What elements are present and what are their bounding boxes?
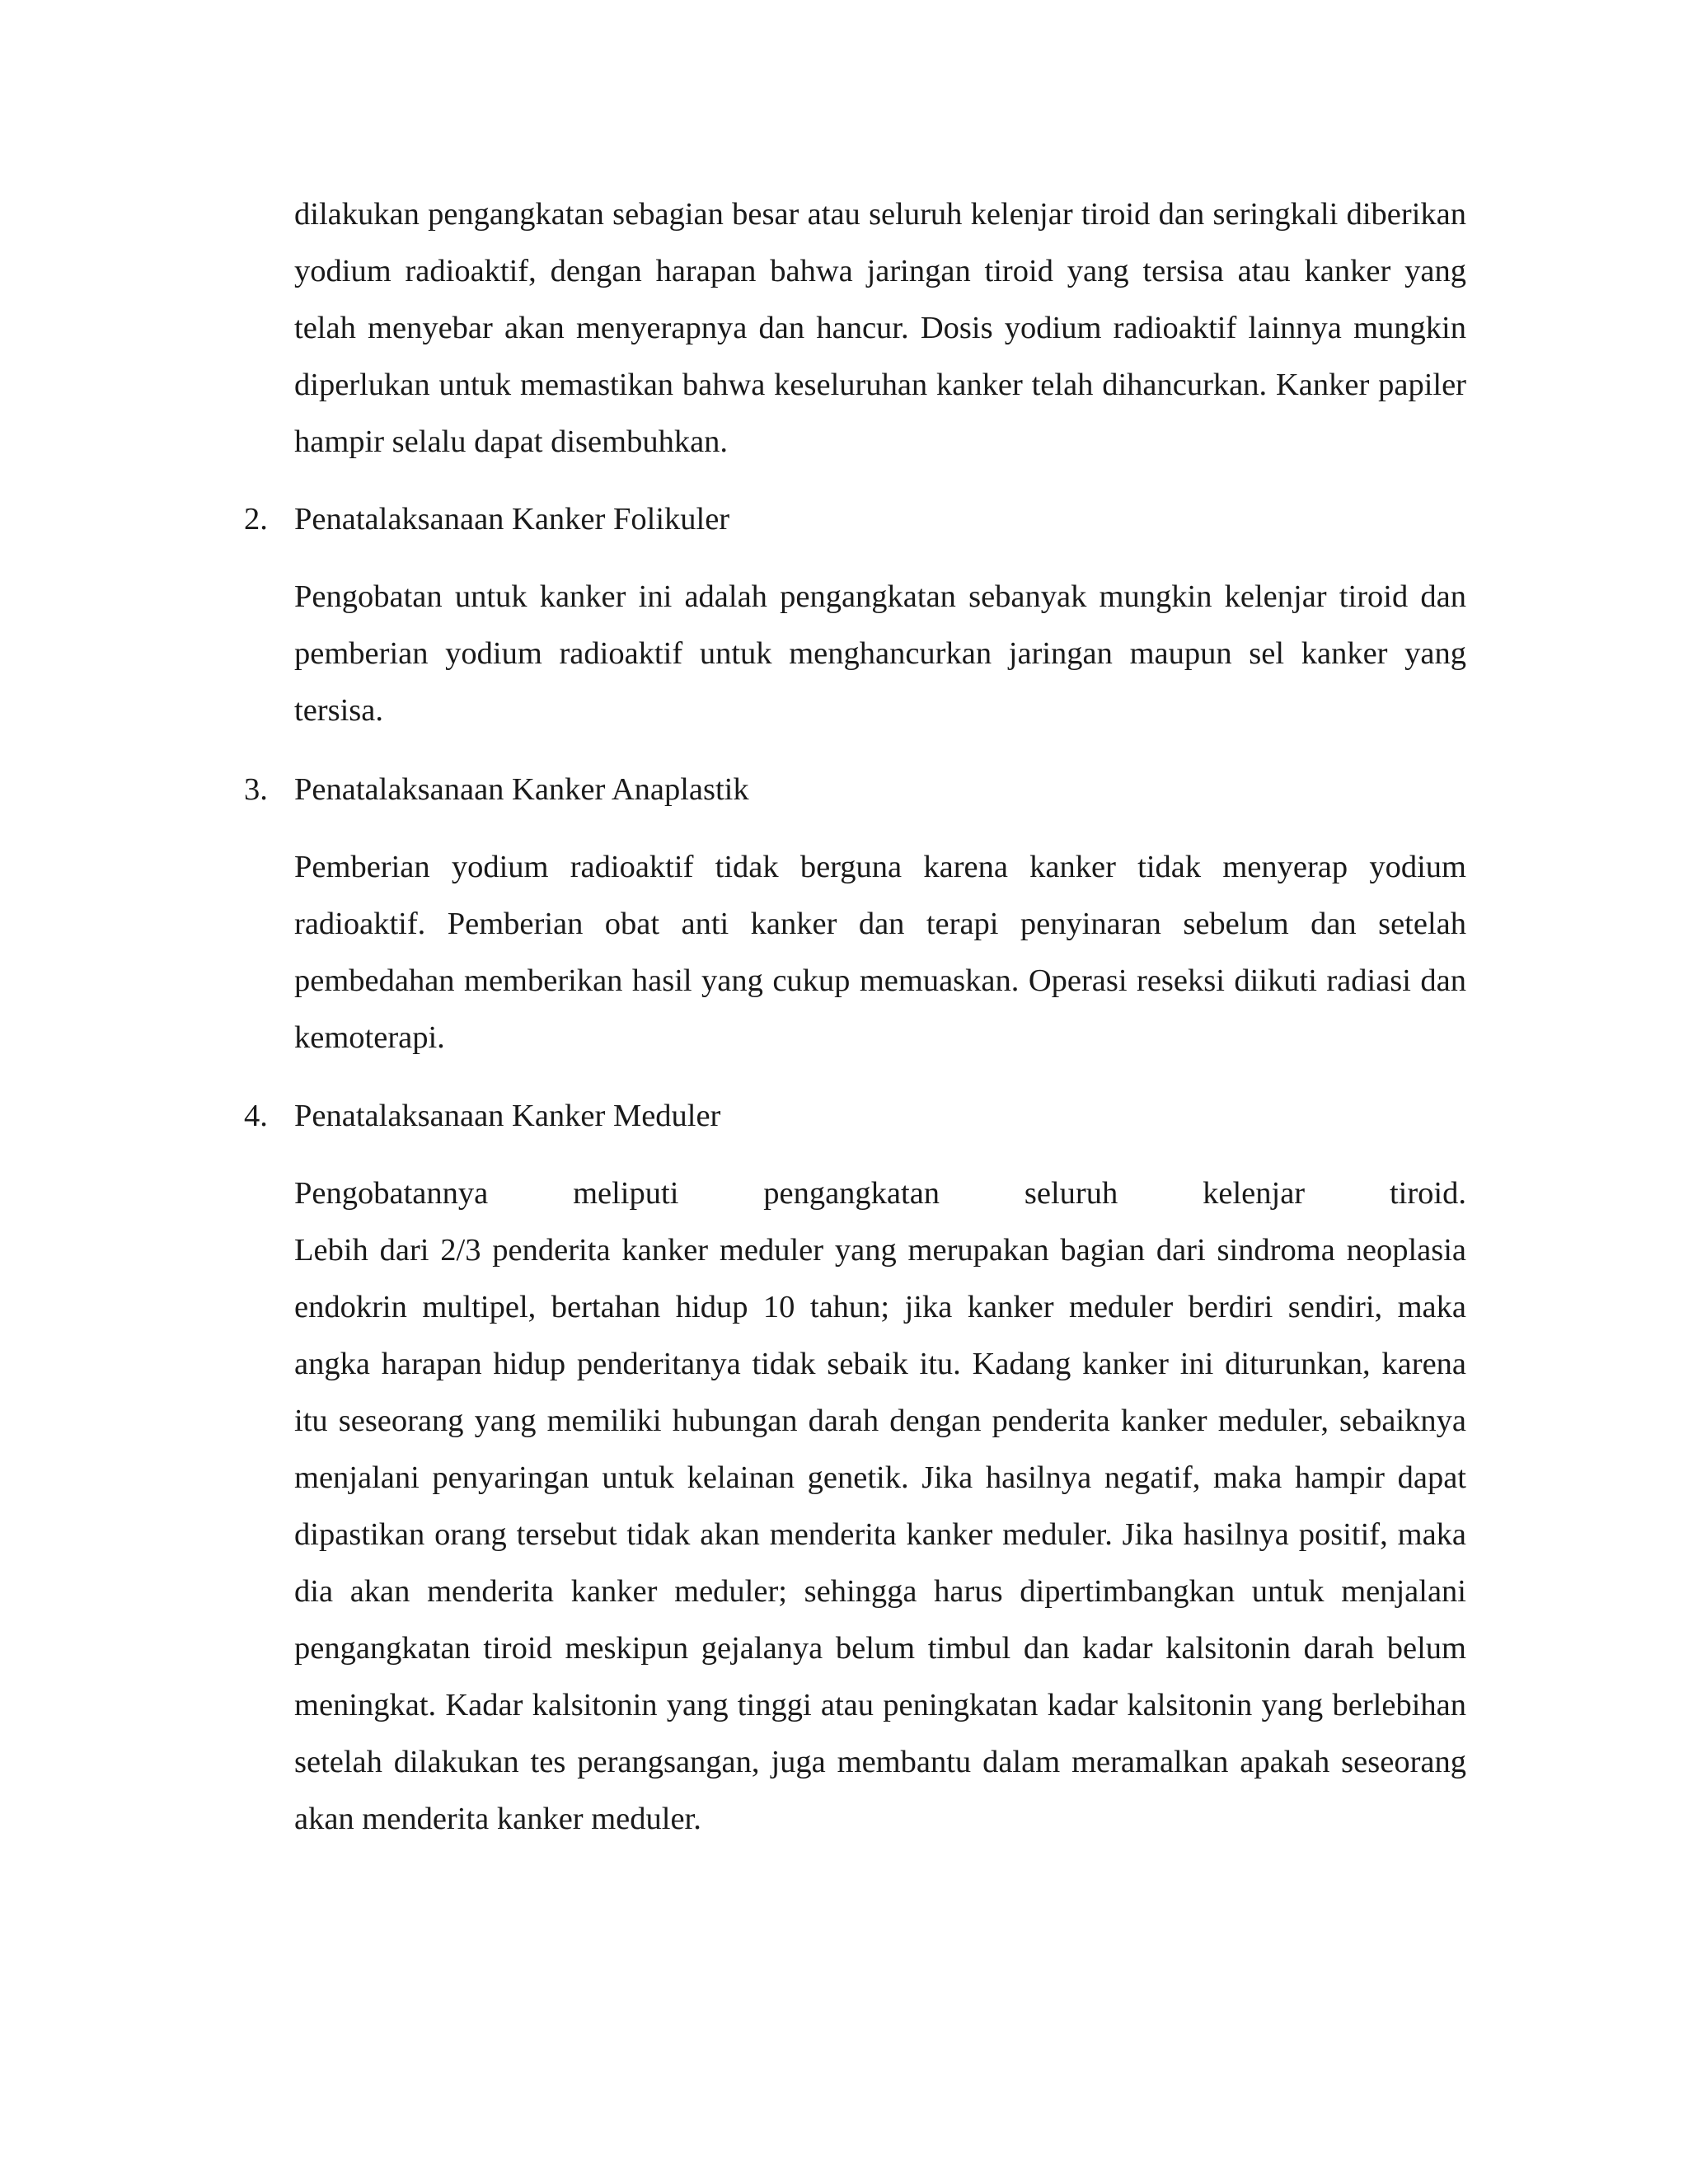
list-number: 2. [244, 502, 268, 537]
section-heading-folikuler [244, 491, 1466, 548]
heading-text: Penatalaksanaan Kanker Meduler [294, 1099, 721, 1133]
list-number: 3. [244, 772, 268, 807]
heading-text: Penatalaksanaan Kanker Folikuler [294, 502, 730, 537]
section-heading-meduler [244, 1088, 1466, 1145]
continuation-paragraph: dilakukan pengangkatan sebagian besar atau seluruh kelenjar tiroid dan seringkali diberikan yodium radioaktif, dengan harapan bahwa jaringan tiroid yang tersisa atau kanker yang telah menyebar akan menyerapnya dan hancur. Dosis yodium radioaktif lainnya mungkin diperlukan untuk memastikan bahwa keseluruhan kanker telah dihancurkan. Kanker papiler hampir selalu dapat disembuhkan. [294, 197, 1466, 459]
paragraph-folikuler: Pengobatan untuk kanker ini adalah pengangkatan sebanyak mungkin kelenjar tiroid dan pemberian yodium radioaktif untuk menghancurkan jaringan maupun sel kanker yang tersisa. [294, 579, 1466, 728]
paragraph-meduler-body: Lebih dari 2/3 penderita kanker meduler yang merupakan bagian dari sindroma neoplasia endokrin multipel, bertahan hidup 10 tahun; jika kanker meduler berdiri sendiri, maka angka harapan hidup penderitanya tidak sebaik itu. Kadang kanker ini diturunkan, karena itu seseorang yang memiliki hubungan darah dengan penderita kanker meduler, sebaiknya menjalani penyaringan untuk kelainan genetik. Jika hasilnya negatif, maka hampir dapat dipastikan orang tersebut tidak akan menderita kanker meduler. Jika hasilnya positif, maka dia akan menderita kanker meduler; sehingga harus dipertimbangkan untuk menjalani pengangkatan tiroid meskipun gejalanya belum timbul dan kadar kalsitonin darah belum meningkat. Kadar kalsitonin yang tinggi atau peningkatan kadar kalsitonin yang berlebihan setelah dilakukan tes perangsangan, juga membantu dalam meramalkan apakah seseorang akan menderita kanker meduler. [294, 1233, 1466, 1836]
section-heading-anaplastik [244, 762, 1466, 818]
paragraph-anaplastik: Pemberian yodium radioaktif tidak berguna karena kanker tidak menyerap yodium radioaktif. Pemberian obat anti kanker dan terapi penyinaran sebelum dan setelah pembedahan memberikan hasil yang cukup memuaskan. Operasi reseksi diikuti radiasi dan kemoterapi. [294, 850, 1466, 1055]
heading-text: Penatalaksanaan Kanker Anaplastik [294, 772, 749, 807]
paragraph-meduler-first-line: Pengobatannya meliputi pengangkatan seluruh kelenjar tiroid. [294, 1176, 1466, 1211]
paragraph-meduler [294, 1165, 1466, 1848]
list-number: 4. [244, 1099, 268, 1133]
